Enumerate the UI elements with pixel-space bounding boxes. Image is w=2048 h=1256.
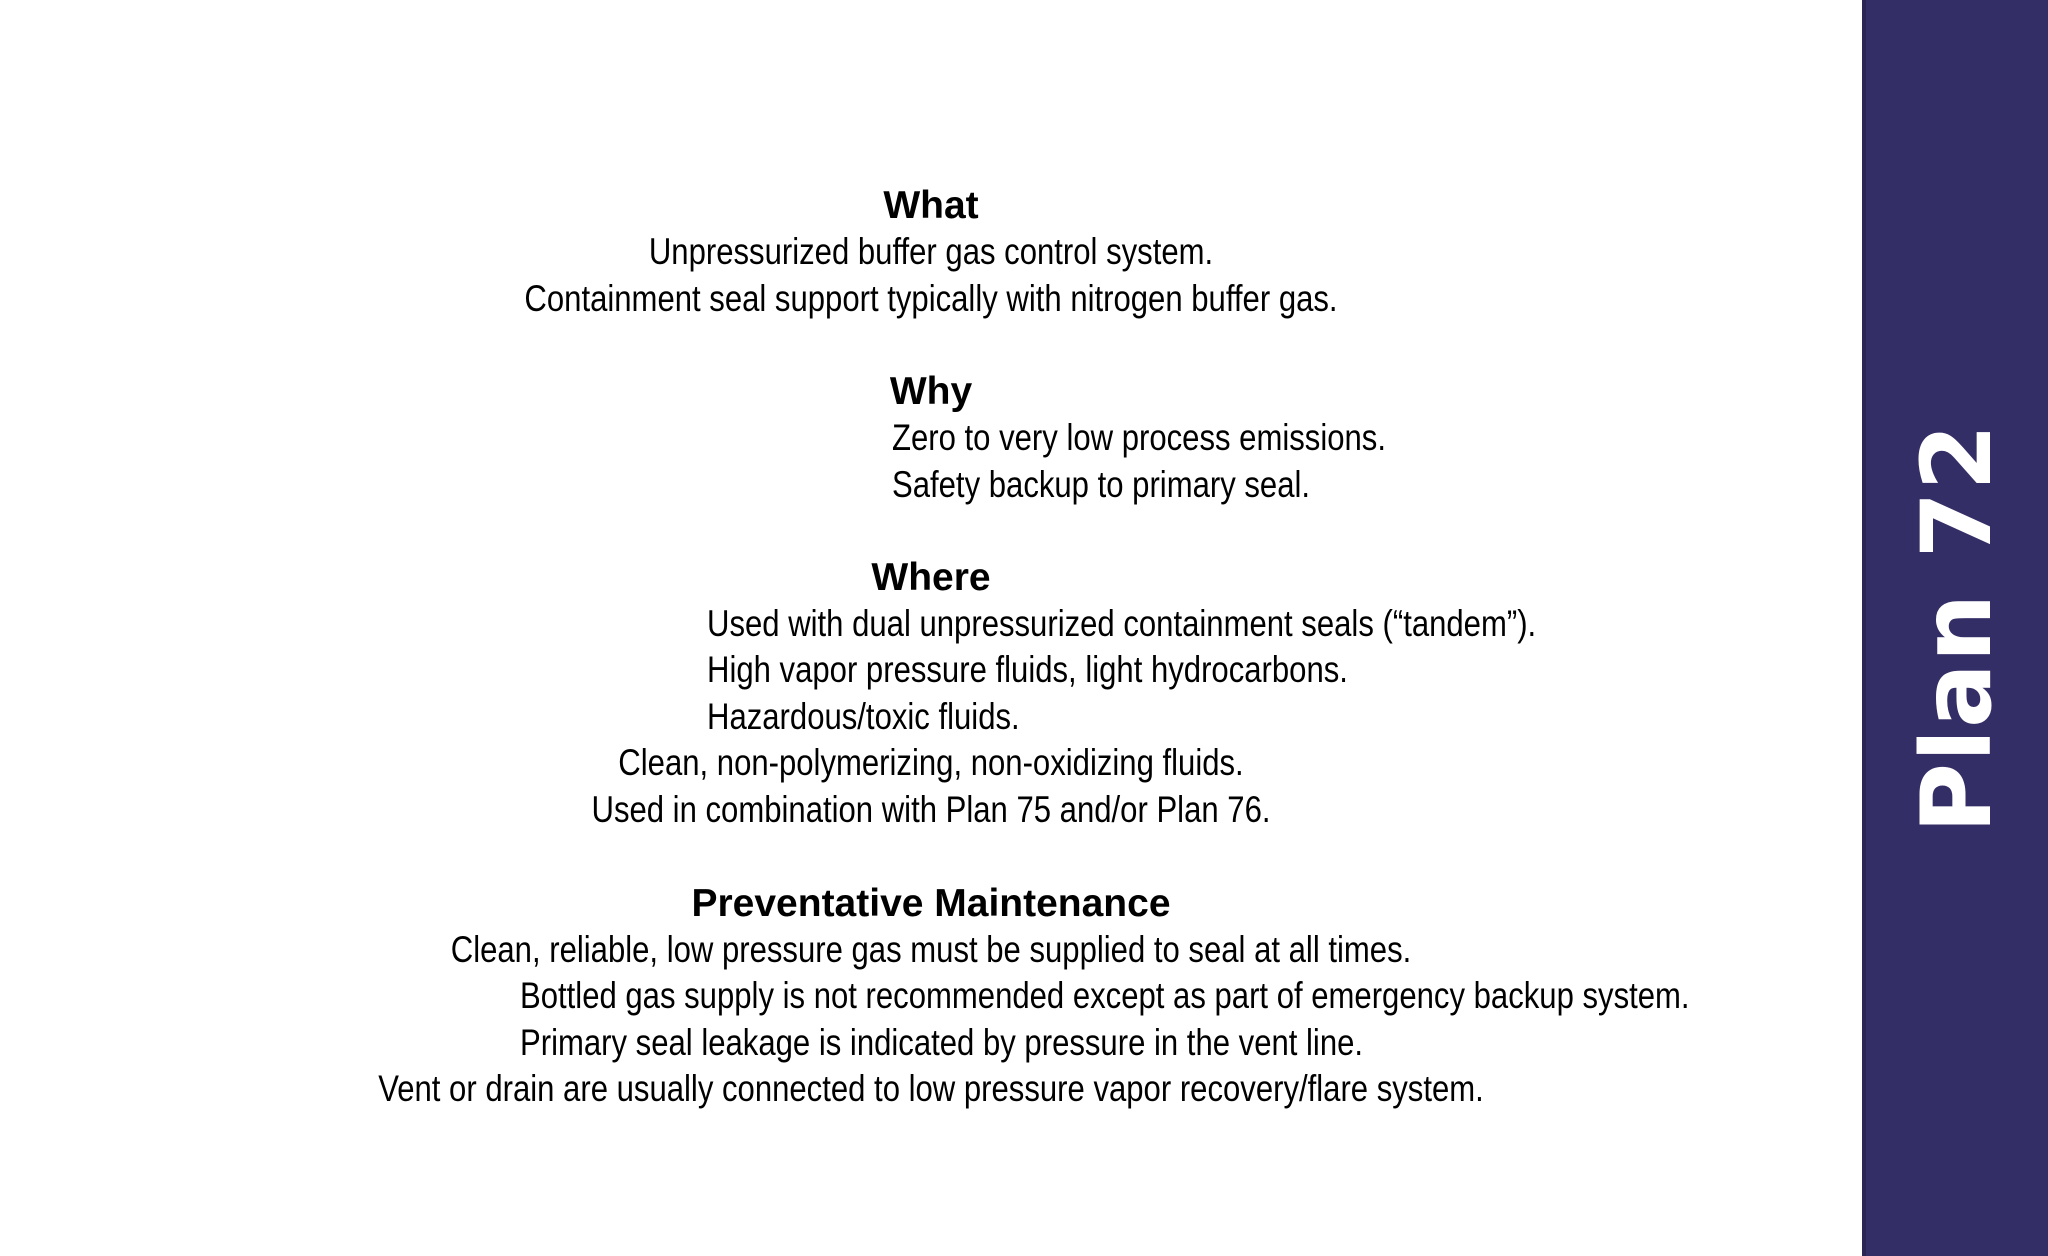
plan-title: Plan 72: [1901, 422, 2013, 834]
where-line-3: Hazardous/toxic fluids.: [707, 696, 1020, 737]
what-line-2: Containment seal support typically with nitrogen buffer gas.: [524, 278, 1338, 319]
plan-sidebar: [1862, 0, 2048, 1256]
where-line-4: Clean, non-polymerizing, non-oxidizing fluids.: [618, 742, 1244, 783]
maintenance-line-2: Bottled gas supply is not recommended except as part of emergency backup system.: [520, 975, 1690, 1016]
what-line-1: Unpressurized buffer gas control system.: [648, 231, 1214, 272]
section-heading-maintenance: Preventative Maintenance: [691, 882, 1171, 925]
where-line-1: Used with dual unpressurized containment seals (“tandem”).: [707, 603, 1537, 644]
section-heading-what: What: [883, 184, 979, 227]
why-line-2: Safety backup to primary seal.: [892, 464, 1311, 505]
section-heading-why: Why: [889, 370, 973, 413]
maintenance-line-1: Clean, reliable, low pressure gas must be supplied to seal at all times.: [450, 929, 1412, 970]
why-line-1: Zero to very low process emissions.: [892, 417, 1386, 458]
maintenance-line-3: Primary seal leakage is indicated by pressure in the vent line.: [520, 1022, 1364, 1063]
where-line-5: Used in combination with Plan 75 and/or Plan 76.: [591, 789, 1271, 830]
section-heading-where: Where: [871, 556, 991, 599]
maintenance-line-4: Vent or drain are usually connected to low pressure vapor recovery/flare system.: [378, 1068, 1484, 1109]
where-line-2: High vapor pressure fluids, light hydrocarbons.: [707, 649, 1348, 690]
